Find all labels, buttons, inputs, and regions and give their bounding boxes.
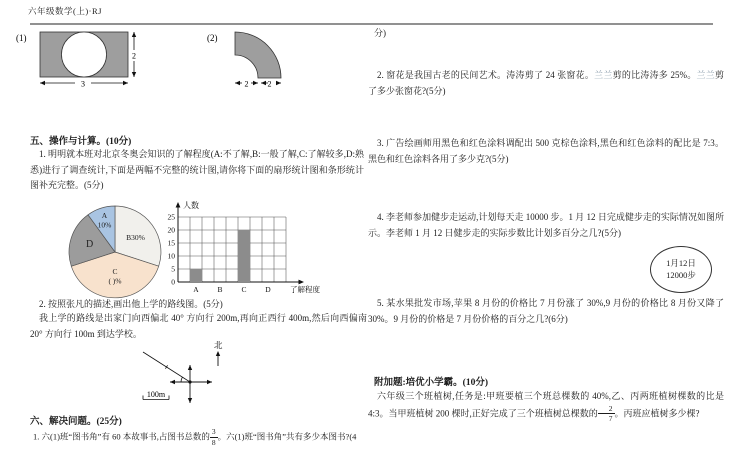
header-divider [30,23,713,25]
figure2-dimensions [235,81,281,85]
bar-A [190,269,202,282]
figure1-height-dim-label: 2 [132,51,136,61]
figure1-width-dim-label: 3 [81,79,85,89]
y-axis-arrow [176,202,181,208]
scale-label: 100m [146,390,166,399]
right-q2-text [368,68,724,99]
section-five-q1-text: 1. 明明就本班对北京冬奥会知识的了解程度(A:不了解,B:一般了解,C:了解较多,D:熟悉)进行了调查统计,下面是两幅不完整的统计图,请你将下面的扇形统计图和条形统计图补充完整。(5分) [30,149,364,190]
figure1-rect-circle [14,28,156,92]
pie-label-D: D [85,238,94,250]
x-tick-label-B: B [217,285,223,294]
figure2-label: (2) [207,33,218,43]
x-tick-label-A: A [193,285,199,294]
badge-steps: 12000步 [666,269,696,280]
x-tick-label-C: C [241,285,247,294]
y-tick-label: 0 [171,277,175,287]
figure1-label: (1) [16,33,27,43]
figure2-inner-dim-label: 2 [244,79,249,89]
x-tick-label-D: D [265,285,271,294]
y-tick-label: 5 [171,264,175,274]
fraction-denominator: 7 [608,414,613,423]
bonus-section-title: 附加题:培优小学霸。(10分) [374,378,488,388]
figure2-ring-dim-label: 2 [267,79,272,89]
section-five-q2-text: 2. 按照张凡的描述,画出他上学的路线图。(5分) [39,299,223,309]
bonus-question-text [368,389,724,423]
y-tick-label: 20 [167,225,175,235]
right-q4-text: 4. 李老师参加健步走运动,计划每天走 10000 步。1 月 12 日完成健步走的实际情况如图所示。李老师 1 月 12 日健步走的实际步数比计划多百分之几?(5分) [368,212,724,238]
highlighted-name: 兰兰 [594,70,613,80]
bonus-text-after: 。丙班应植树多少棵? [614,408,700,418]
bar-chart [160,196,335,296]
highlighted-name: 兰兰 [696,70,715,80]
direction-cross [170,365,212,403]
q1-text-after: 。六(1)班“图书角”共有多少本图书?(4 [217,431,357,442]
question-continuation: 分) [374,28,386,38]
y-tick-label: 15 [167,238,175,248]
fraction-numerator: 2 [598,405,615,415]
pie-label-A: 10% [97,220,112,230]
figure1-shape [40,32,128,77]
fraction-3-8 [210,428,218,446]
right-q3-text: 3. 广告绘画师用黑色和红色涂料调配出 500 克棕色涂料,黑色和红色涂料的配比是 7:3。黑色和红色涂料各用了多少克?(5分) [368,138,724,164]
section-five-q2-description: 我上学的路线是出家门向西偏北 40° 方向行 200m,再向正西行 400m,然后向西偏南 20° 方向行 100m 到达学校。 [30,313,367,339]
route-segment-line [143,352,190,382]
fraction-2-7 [598,405,615,423]
scale-bar [143,390,169,400]
y-tick-label: 10 [167,251,175,261]
pie-label-B: B30% [126,233,145,243]
badge-date: 1月12日 [666,258,696,269]
pie-label-C: ( )% [108,276,122,286]
text-segment: 剪了多少张窗花?(5分) [368,70,724,96]
section-five-title: 五、操作与计算。(10分) [30,137,132,147]
x-axis-title: 了解程度 [290,285,320,294]
bonus-text-before: 六年级三个班植树,任务是:甲班要植三个班总棵数的 40%,乙、丙两班植树棵数的比是 4:3。当甲班植树 200 棵时,正好完成了三个班植树总棵数的 [368,391,724,418]
fraction-numerator: 3 [211,428,216,436]
section-six-title: 六、解决问题。(25分) [30,417,122,427]
q1-text-before: 1. 六(1)班“图书角”有 60 本故事书,占图书总数的 [33,431,210,442]
text-segment: 剪的比涛涛多 25%。 [612,70,697,80]
north-label: 北 [214,340,223,350]
pie-label-A: A [101,210,108,220]
section-six-q1-text [33,428,367,446]
bar-C [238,230,250,282]
pie-chart [58,202,173,304]
fraction-denominator: 8 [211,437,216,446]
y-axis-title: 人数 [183,201,199,210]
page-header-title: 六年级数学(上)·RJ [28,6,102,16]
figure2-shape [235,32,281,78]
pie-label-C: C [112,267,118,277]
north-indicator [214,340,223,366]
x-axis-arrow [299,280,305,285]
route-diagram [103,336,271,414]
y-tick-label: 25 [167,212,175,222]
text-segment: 2. 窗花是我国古老的民间艺术。涛涛剪了 24 张窗花。 [377,70,595,80]
steps-badge [650,246,712,293]
right-q5-text: 5. 某水果批发市场,苹果 8 月份的价格比 7 月份涨了 30%,9 月份的价格比 8 月份又降了 30%。9 月份的价格是 7 月份价格的百分之几?(6分) [368,298,724,324]
figure2-quarter-ring [205,28,305,90]
